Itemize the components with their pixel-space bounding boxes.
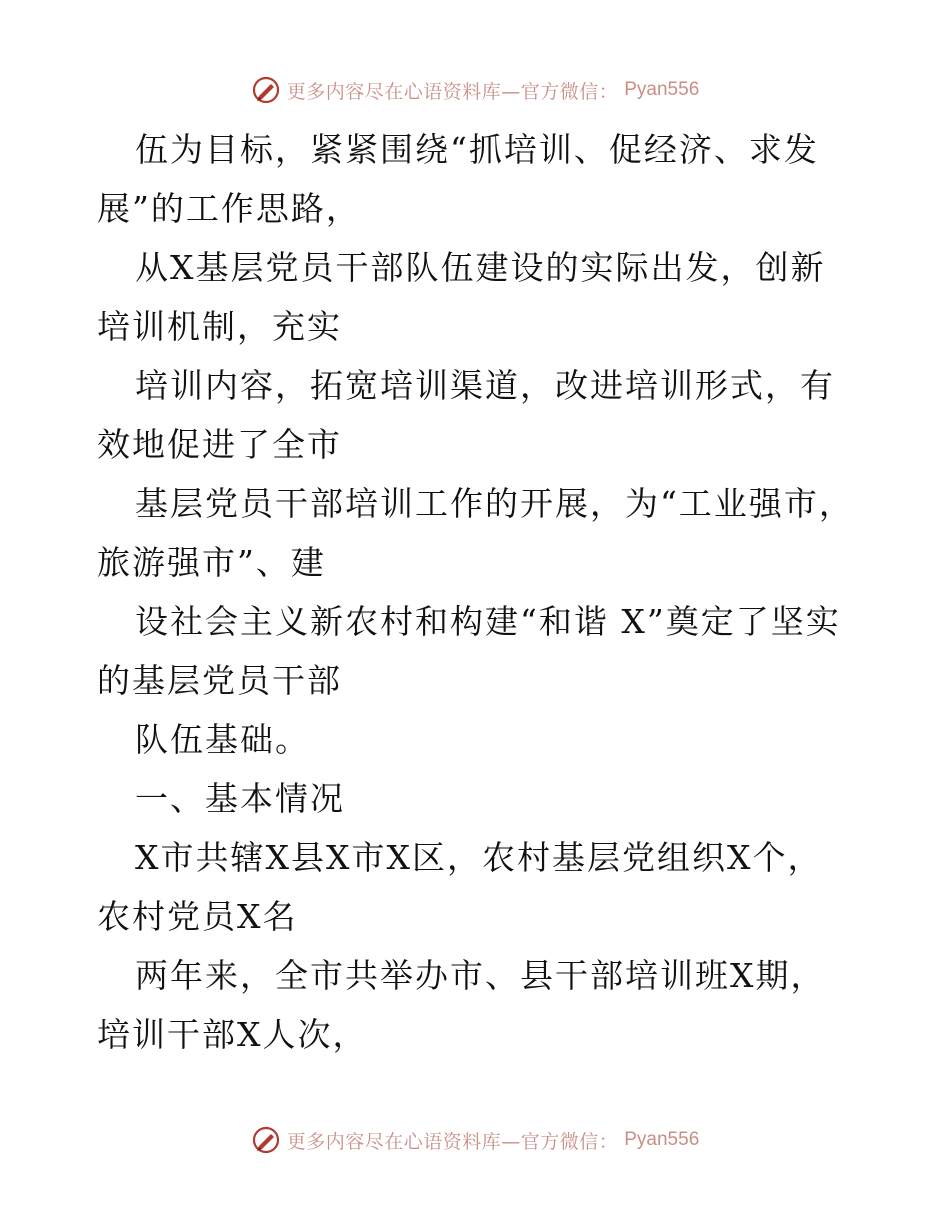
watermark-text: 更多内容尽在心语资料库—官方微信： <box>286 1130 619 1153</box>
watermark-text: 更多内容尽在心语资料库—官方微信： <box>286 80 619 103</box>
watermark-handle: Pyan556 <box>624 79 700 100</box>
document-body <box>97 120 857 1064</box>
pen-logo-icon <box>251 1125 281 1155</box>
header-watermark <box>0 70 950 110</box>
watermark-handle: Pyan556 <box>624 1129 700 1150</box>
paragraph: X市共辖X县X市X区，农村基层党组织X个，农村党员X名 <box>97 838 823 936</box>
pen-logo-icon <box>251 75 281 105</box>
paragraph: 从X基层党员干部队伍建设的实际出发，创新培训机制，充实 <box>97 248 826 346</box>
paragraph: 设社会主义新农村和构建“和谐 X”奠定了坚实的基层党员干部 <box>97 602 841 700</box>
footer-watermark <box>0 1120 950 1160</box>
paragraph: 两年来，全市共举办市、县干部培训班X期，培训干部X人次， <box>97 956 826 1054</box>
paragraph: 队伍基础。 <box>135 720 310 759</box>
section-heading: 一、基本情况 <box>135 779 345 818</box>
paragraph: 伍为目标，紧紧围绕“抓培训、促经济、求发展”的工作思路， <box>97 130 819 228</box>
paragraph: 基层党员干部培训工作的开展，为“工业强市，旅游强市”、建 <box>97 484 854 582</box>
paragraph: 培训内容，拓宽培训渠道，改进培训形式，有效地促进了全市 <box>97 366 835 464</box>
